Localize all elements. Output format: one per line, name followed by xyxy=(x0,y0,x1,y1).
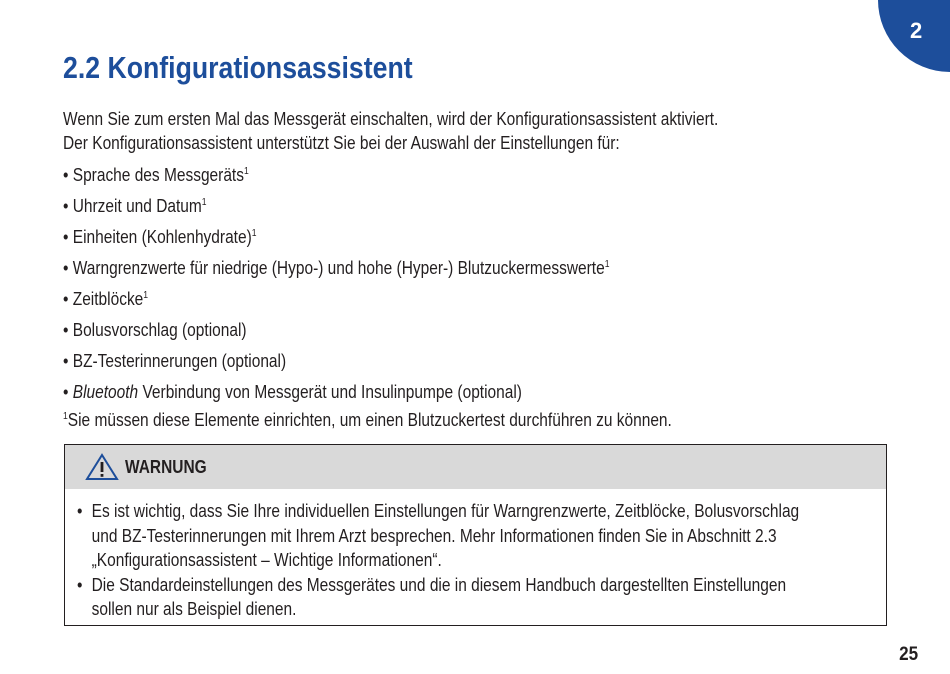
warning-header xyxy=(65,445,886,489)
list-item xyxy=(63,284,610,315)
warning-line: sollen nur als Beispiel dienen. xyxy=(91,599,297,619)
warning-line: Die Standardeinstellungen des Messgerätes und die in diesem Handbuch dargestellten Einstellungen xyxy=(91,574,787,595)
list-item xyxy=(63,160,610,191)
warning-line: Es ist wichtig, dass Sie Ihre individuellen Einstellungen für Warngrenzwerte, Zeitblöcke, Bolusvorschlag xyxy=(91,501,800,521)
intro-line: Der Konfigurationsassistent unterstützt Sie bei der Auswahl der Einstellungen für: xyxy=(63,133,620,153)
list-item-text: Uhrzeit und Datum xyxy=(72,196,202,216)
list-item-text: BZ-Testerinnerungen (optional) xyxy=(72,351,287,371)
bullet-marker: • xyxy=(63,289,69,309)
list-item-text: Warngrenzwerte für niedrige (Hypo-) und hohe (Hyper-) Blutzuckermesswerte xyxy=(72,258,605,278)
list-item-text: Verbindung von Messgerät und Insulinpumpe (optional) xyxy=(138,382,522,402)
bullet-marker: • xyxy=(63,351,69,371)
warning-triangle-icon xyxy=(85,453,119,481)
footnote-ref: 1 xyxy=(604,259,610,270)
warning-box xyxy=(64,444,887,626)
footnote-ref: 1 xyxy=(143,290,149,301)
bullet-marker: • xyxy=(63,196,69,216)
bluetooth-label: Bluetooth xyxy=(72,382,139,402)
bullet-marker: • xyxy=(63,227,69,247)
footnote xyxy=(63,408,820,432)
bullet-marker: • xyxy=(63,382,69,402)
list-item xyxy=(63,191,610,222)
page-number: 25 xyxy=(898,644,918,665)
warning-item xyxy=(77,499,799,573)
chapter-number: 2 xyxy=(910,18,923,43)
bullet-marker: • xyxy=(77,574,83,595)
list-item xyxy=(63,346,610,377)
bullet-marker: • xyxy=(63,258,69,278)
footnote-ref: 1 xyxy=(251,228,257,239)
footnote-ref: 1 xyxy=(243,166,249,177)
list-item xyxy=(63,253,610,284)
list-item xyxy=(63,315,610,346)
warning-line: und BZ-Testerinnerungen mit Ihrem Arzt besprechen. Mehr Informationen finden Sie in Abschnitt 2.3 xyxy=(91,525,777,546)
intro-text xyxy=(63,107,820,155)
bullet-marker: • xyxy=(63,320,69,340)
list-item xyxy=(63,222,610,253)
list-item xyxy=(63,377,610,408)
bullet-marker: • xyxy=(63,165,69,185)
page-title: 2.2 Konfigurationsassistent xyxy=(63,50,413,85)
warning-line: „Konfigurationsassistent – Wichtige Informationen“. xyxy=(91,550,442,570)
footnote-ref: 1 xyxy=(201,197,207,208)
list-item-text: Einheiten (Kohlenhydrate) xyxy=(72,227,252,247)
list-item-text: Sprache des Messgeräts xyxy=(72,165,244,185)
warning-title: WARNUNG xyxy=(125,457,207,477)
settings-list xyxy=(63,160,610,408)
footnote-text: Sie müssen diese Elemente einrichten, um einen Blutzuckertest durchführen zu können. xyxy=(67,410,672,430)
footnote-marker: 1 xyxy=(63,411,68,422)
chapter-tab xyxy=(878,0,950,72)
warning-item xyxy=(77,573,799,622)
bullet-marker: • xyxy=(77,501,83,521)
warning-list xyxy=(77,499,799,622)
list-item-text: Bolusvorschlag (optional) xyxy=(72,320,247,340)
list-item-text: Zeitblöcke xyxy=(72,289,144,309)
intro-line: Wenn Sie zum ersten Mal das Messgerät einschalten, wird der Konfigurationsassistent aktiviert. xyxy=(63,109,719,129)
